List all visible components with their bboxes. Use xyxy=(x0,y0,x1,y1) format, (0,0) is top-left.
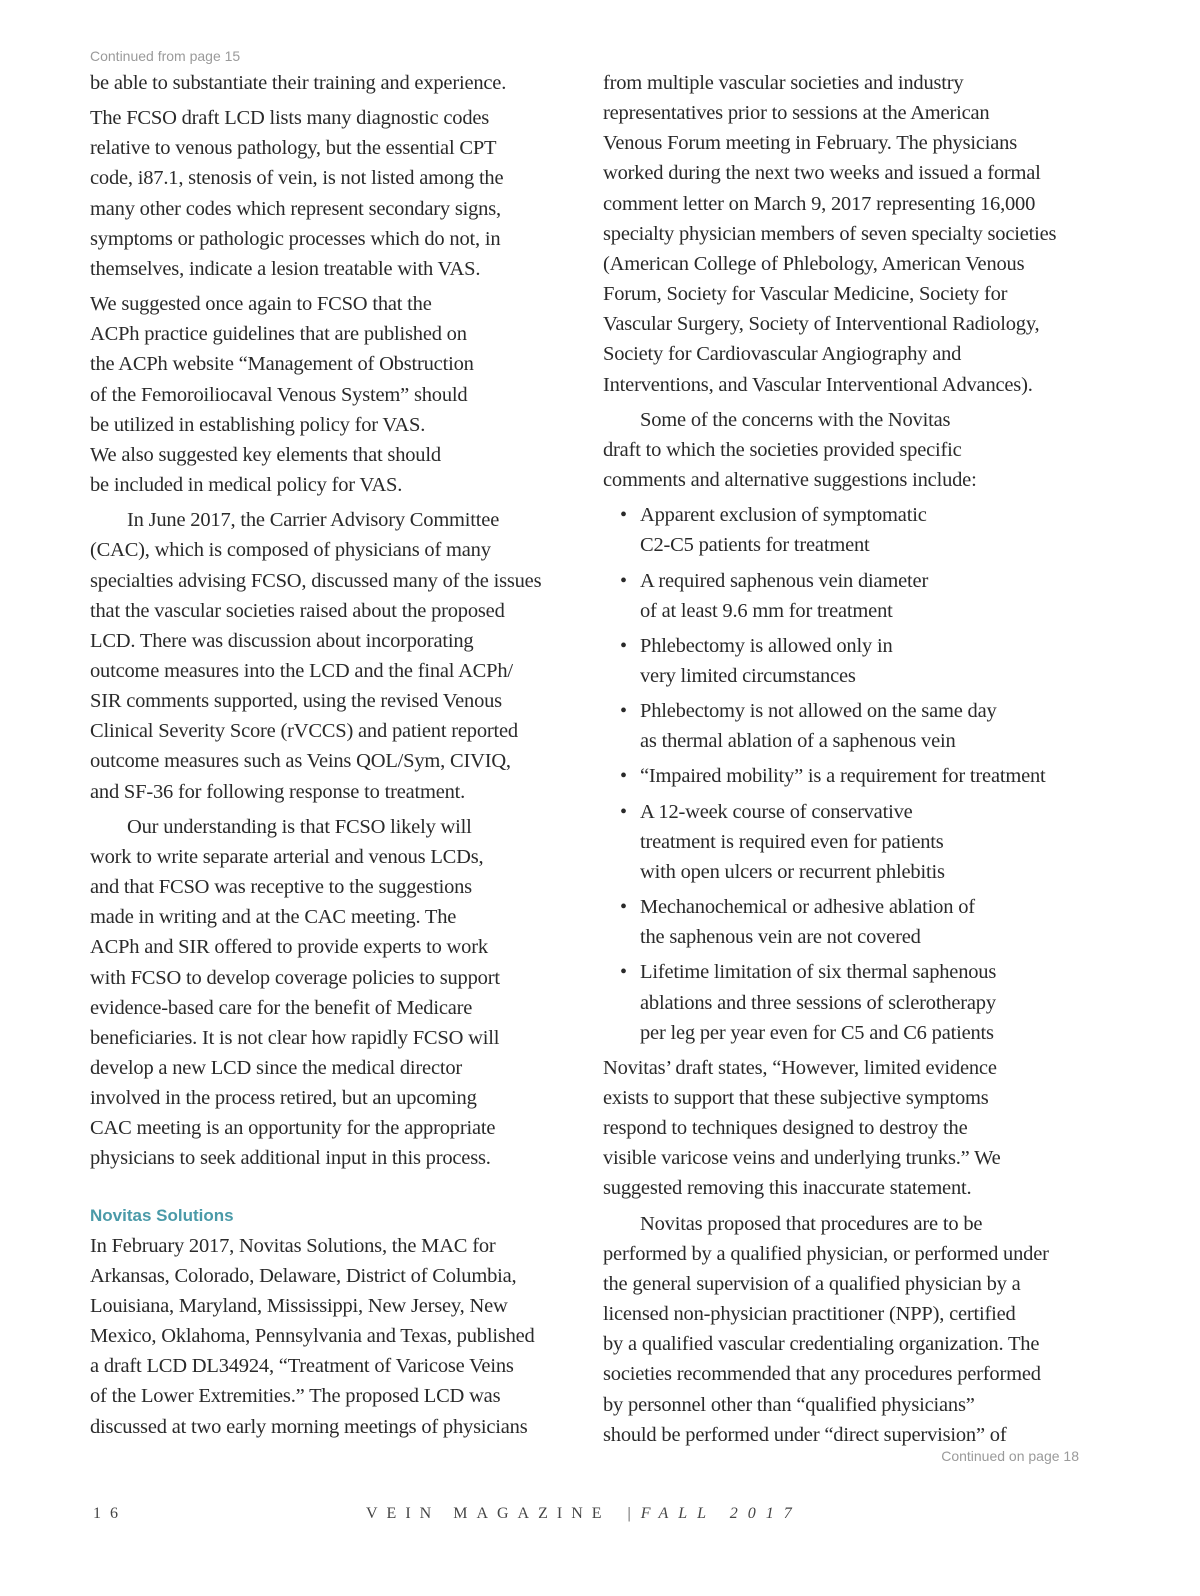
text-line: (CAC), which is composed of physicians of many xyxy=(90,539,491,562)
text-line: Mechanochemical or adhesive ablation of xyxy=(640,896,975,919)
issue-label: FALL 2017 xyxy=(640,1505,802,1522)
text-line: respond to techniques designed to destroy the xyxy=(603,1117,968,1140)
text-line: Clinical Severity Score (rVCCS) and patient reported xyxy=(90,720,518,743)
text-line: In June 2017, the Carrier Advisory Committee xyxy=(127,509,500,532)
text-line: relative to venous pathology, but the essential CPT xyxy=(90,137,497,160)
text-line: worked during the next two weeks and issued a formal xyxy=(603,162,1041,185)
text-line: be included in medical policy for VAS. xyxy=(90,474,403,497)
text-line: CAC meeting is an opportunity for the appropriate xyxy=(90,1117,496,1140)
magazine-name: VEIN MAGAZINE xyxy=(366,1505,611,1522)
text-line: draft to which the societies provided specific xyxy=(603,438,962,461)
text-line: symptoms or pathologic processes which do not, in xyxy=(90,227,501,250)
text-line: physicians to seek additional input in this process. xyxy=(90,1147,491,1170)
text-line: beneficiaries. It is not clear how rapidly FCSO will xyxy=(90,1026,500,1049)
bullet-item xyxy=(603,631,1093,691)
right-column xyxy=(603,68,1093,1455)
text-line: We also suggested key elements that should xyxy=(90,443,441,466)
text-line: comment letter on March 9, 2017 representing 16,000 xyxy=(603,192,1036,215)
text-line: ACPh and SIR offered to provide experts to work xyxy=(90,936,488,959)
bullet-icon: • xyxy=(620,896,628,919)
bullet-item xyxy=(603,797,1093,887)
text-line: of the Femoroiliocaval Venous System” should xyxy=(90,383,468,406)
paragraph xyxy=(90,505,580,807)
text-line: Lifetime limitation of six thermal saphenous xyxy=(640,961,997,984)
bullet-item xyxy=(603,566,1093,626)
bullet-item xyxy=(603,696,1093,756)
text-line: Interventions, and Vascular Interventional Advances). xyxy=(603,373,1033,396)
text-line: develop a new LCD since the medical director xyxy=(90,1057,463,1079)
text-line: LCD. There was discussion about incorporating xyxy=(90,629,474,652)
text-line: visible varicose veins and underlying trunks.” We xyxy=(603,1147,1001,1170)
paragraph xyxy=(603,1209,1093,1450)
text-line: with open ulcers or recurrent phlebitis xyxy=(640,860,945,883)
bullet-item xyxy=(603,761,1093,791)
text-line: suggested removing this inaccurate statement. xyxy=(603,1177,972,1200)
text-line: specialties advising FCSO, discussed many of the issues xyxy=(90,569,542,592)
bullet-icon: • xyxy=(620,961,628,984)
text-line: many other codes which represent secondary signs, xyxy=(90,197,501,220)
text-line: themselves, indicate a lesion treatable with VAS. xyxy=(90,257,481,280)
text-line: specialty physician members of seven specialty societies xyxy=(603,222,1057,245)
bullet-item xyxy=(603,957,1093,1047)
text-line: from multiple vascular societies and industry xyxy=(603,72,964,94)
text-line: Our understanding is that FCSO likely will xyxy=(127,815,472,838)
left-column xyxy=(90,68,580,1447)
text-line: the general supervision of a qualified physician by a xyxy=(603,1272,1021,1295)
text-line: work to write separate arterial and venous LCDs, xyxy=(90,845,484,868)
text-line: Novitas proposed that procedures are to be xyxy=(640,1212,983,1235)
text-line: by a qualified vascular credentialing organization. The xyxy=(603,1333,1040,1356)
text-line: We suggested once again to FCSO that the xyxy=(90,293,432,316)
text-line: Phlebectomy is not allowed on the same day xyxy=(640,700,997,723)
paragraph xyxy=(603,68,1093,400)
text-line: C2-C5 patients for treatment xyxy=(640,534,870,557)
paragraph xyxy=(603,1053,1093,1204)
text-line: that the vascular societies raised about the proposed xyxy=(90,599,505,622)
text-line: Forum, Society for Vascular Medicine, Society for xyxy=(603,283,1008,306)
text-line: evidence-based care for the benefit of Medicare xyxy=(90,996,473,1019)
text-line: with FCSO to develop coverage policies to support xyxy=(90,966,500,989)
text-line: societies recommended that any procedures performed xyxy=(603,1363,1041,1386)
text-line: Apparent exclusion of symptomatic xyxy=(640,504,927,527)
text-line: Louisiana, Maryland, Mississippi, New Jersey, New xyxy=(90,1294,508,1317)
text-line: outcome measures into the LCD and the final ACPh/ xyxy=(90,659,513,682)
text-line: Some of the concerns with the Novitas xyxy=(640,408,951,431)
text-line: and that FCSO was receptive to the suggestions xyxy=(90,876,472,899)
text-line: and SF-36 for following response to treatment. xyxy=(90,780,466,803)
continued-from-note: Continued from page 15 xyxy=(90,48,241,64)
text-line: very limited circumstances xyxy=(640,664,856,687)
continued-on-note: Continued on page 18 xyxy=(941,1448,1079,1464)
paragraph xyxy=(90,103,580,284)
bullet-icon: • xyxy=(620,634,628,657)
text-line: licensed non-physician practitioner (NPP), certified xyxy=(603,1303,1016,1326)
text-line: performed by a qualified physician, or performed under xyxy=(603,1242,1049,1265)
text-line: exists to support that these subjective symptoms xyxy=(603,1087,989,1109)
footer-masthead xyxy=(366,1505,802,1523)
page-number: 16 xyxy=(93,1505,127,1522)
text-line: Society for Cardiovascular Angiography and xyxy=(603,343,962,366)
paragraph xyxy=(603,405,1093,495)
text-line: as thermal ablation of a saphenous vein xyxy=(640,730,956,753)
text-line: Vascular Surgery, Society of Interventional Radiology, xyxy=(603,313,1040,336)
text-line: of the Lower Extremities.” The proposed LCD was xyxy=(90,1385,501,1408)
text-line: Mexico, Oklahoma, Pennsylvania and Texas, published xyxy=(90,1325,535,1348)
text-line: involved in the process retired, but an upcoming xyxy=(90,1087,477,1110)
bullet-icon: • xyxy=(620,504,628,527)
bullet-icon: • xyxy=(620,800,628,823)
text-line: of at least 9.6 mm for treatment xyxy=(640,599,893,622)
paragraph xyxy=(90,1231,580,1442)
text-line: treatment is required even for patients xyxy=(640,830,944,853)
text-line: Venous Forum meeting in February. The physicians xyxy=(603,132,1018,155)
text-line: Novitas’ draft states, “However, limited evidence xyxy=(603,1056,997,1079)
text-line: be able to substantiate their training and experience. xyxy=(90,72,507,94)
text-line: per leg per year even for C5 and C6 patients xyxy=(640,1021,994,1044)
text-line: A required saphenous vein diameter xyxy=(640,569,929,592)
text-line: ACPh practice guidelines that are published on xyxy=(90,323,467,346)
text-line: a draft LCD DL34924, “Treatment of Varicose Veins xyxy=(90,1355,514,1378)
paragraph xyxy=(90,812,580,1174)
paragraph xyxy=(90,68,580,98)
text-line: comments and alternative suggestions include: xyxy=(603,469,977,492)
text-line: ablations and three sessions of sclerotherapy xyxy=(640,991,996,1014)
bullet-icon: • xyxy=(620,700,628,723)
text-line: representatives prior to sessions at the American xyxy=(603,102,990,125)
text-line: the ACPh website “Management of Obstruction xyxy=(90,353,474,376)
text-line: outcome measures such as Veins QOL/Sym, CIVIQ, xyxy=(90,750,511,773)
text-line: SIR comments supported, using the revised Venous xyxy=(90,690,502,713)
bullet-icon: • xyxy=(620,569,628,592)
text-line: Arkansas, Colorado, Delaware, District of Columbia, xyxy=(90,1264,517,1287)
text-line: made in writing and at the CAC meeting. The xyxy=(90,906,457,929)
bullet-item xyxy=(603,892,1093,952)
section-heading: Novitas Solutions xyxy=(90,1205,234,1225)
text-line: Phlebectomy is allowed only in xyxy=(640,634,893,657)
bullet-item xyxy=(603,500,1093,560)
bullet-icon: • xyxy=(620,765,628,788)
text-line: (American College of Phlebology, American Venous xyxy=(603,252,1025,275)
text-line: The FCSO draft LCD lists many diagnostic codes xyxy=(90,107,490,130)
paragraph xyxy=(90,289,580,500)
text-line: be utilized in establishing policy for VAS. xyxy=(90,413,426,436)
text-line: should be performed under “direct supervision” of xyxy=(603,1423,1007,1446)
text-line: the saphenous vein are not covered xyxy=(640,926,921,949)
text-line: A 12-week course of conservative xyxy=(640,800,913,823)
text-line: “Impaired mobility” is a requirement for treatment xyxy=(640,765,1046,788)
footer-separator: | xyxy=(627,1505,631,1522)
text-line: code, i87.1, stenosis of vein, is not listed among the xyxy=(90,167,504,190)
text-line: In February 2017, Novitas Solutions, the MAC for xyxy=(90,1234,496,1257)
text-line: discussed at two early morning meetings of physicians xyxy=(90,1415,528,1438)
text-line: by personnel other than “qualified physicians” xyxy=(603,1393,975,1416)
